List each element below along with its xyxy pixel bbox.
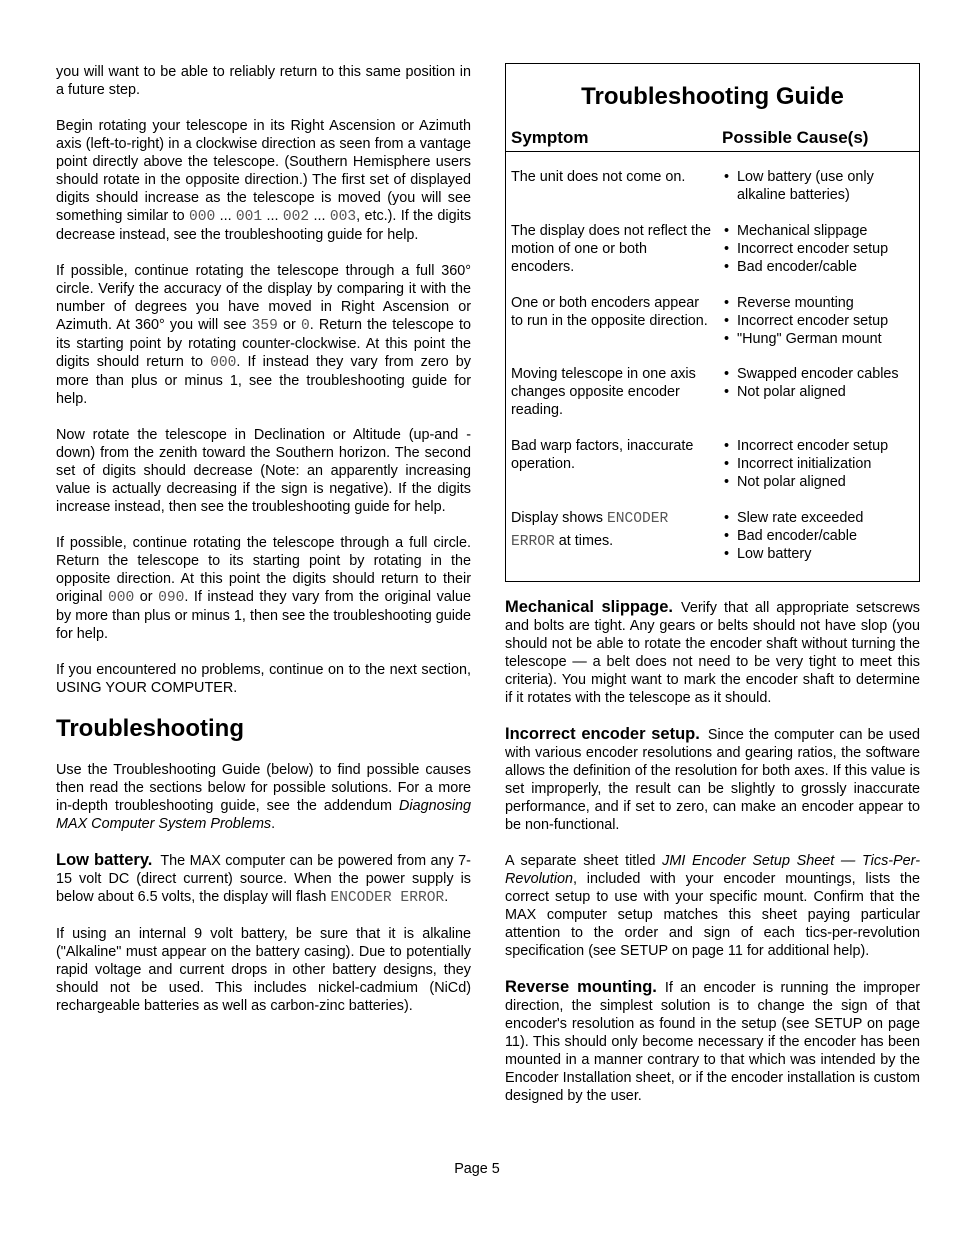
section-heading-troubleshooting: Troubleshooting xyxy=(56,715,244,742)
right-column xyxy=(505,598,920,1123)
display-digits: 359 xyxy=(251,318,278,334)
display-digits: 002 xyxy=(282,209,310,225)
paragraph-rotate-ra xyxy=(56,117,471,244)
cause-item: • Swapped encoder cables xyxy=(722,365,917,383)
cause-item: • Low battery (use only alkaline batteries) xyxy=(722,168,917,204)
symptom-cell: The unit does not come on. xyxy=(511,169,686,185)
troubleshooting-guide-table xyxy=(505,63,920,582)
paragraph-reverse-mounting xyxy=(505,978,920,1105)
display-digits: 001 xyxy=(235,209,263,225)
display-digits: 003 xyxy=(329,209,357,225)
symptom-cell: The display does not reflect the motion of one or both encoders. xyxy=(511,223,711,275)
runin-heading: Reverse mounting. xyxy=(505,978,657,996)
paragraph-return-position: you will want to be able to reliably return to this same position in a future step. xyxy=(56,64,471,98)
display-digits: 090 xyxy=(158,590,185,606)
display-digits: 0 xyxy=(300,318,310,334)
text: , etc.). If the digits decrease instead, see the troubleshooting guide for help. xyxy=(56,208,472,243)
symptom-cell: Moving telescope in one axis changes opposite encoder reading. xyxy=(511,366,696,418)
cause-item: • Bad encoder/cable xyxy=(722,258,917,276)
paragraph-full-circle-dec xyxy=(56,534,471,643)
text: . xyxy=(271,816,276,832)
display-digits: 000 xyxy=(210,355,237,371)
causes-list xyxy=(722,437,917,491)
cause-item: • Reverse mounting xyxy=(722,294,917,312)
guide-title: Troubleshooting Guide xyxy=(581,83,844,110)
runin-heading: Low battery. xyxy=(56,851,153,869)
causes-list xyxy=(722,509,917,563)
text: . If instead they vary from the original value by more than plus or minus 1, then see the troubleshooting guide for help. xyxy=(56,589,472,642)
paragraph-mechanical-slippage xyxy=(505,598,920,707)
cause-item: • Incorrect initialization xyxy=(722,455,917,473)
text: Use the Troubleshooting Guide (below) to find possible causes then read the sections below for possible solutions. For a more in-depth troubleshooting guide, see the addendum xyxy=(56,762,471,814)
text: The MAX computer can be powered from any 7-15 volt DC (direct current) source. When the power supply is below about 6.5 volts, the display will flash xyxy=(56,853,471,905)
text: Begin rotating your telescope in its Right Ascension or Azimuth axis (left-to-right) in a clockwise direction as seen from a vantage point directly above the telescope. (Southern Hemisphere users should rotate in the opposite direction.) The first set of displayed digits should increase as the telescope is moved (you will see something similar to xyxy=(56,118,471,224)
text: . If instead they vary from zero by more than plus or minus 1, see the troubleshooting guide for help. xyxy=(56,354,471,407)
causes-list xyxy=(722,294,917,348)
text: . xyxy=(444,889,449,905)
text: Verify that all appropriate setscrews and bolts are tight. Any gears or belts should not have slop (you should not be able to rotate the encoder shaft without turning the telescope — a belt does not need to be very tight to meet this criteria). You might want to mark the encoder shaft to determine if it rotates with the telescope as it should. xyxy=(505,600,920,706)
symptom-cell: One or both encoders appear to run in the opposite direction. xyxy=(511,295,708,329)
display-digits: 000 xyxy=(188,209,216,225)
cause-item: • Slew rate exceeded xyxy=(722,509,917,527)
text: or xyxy=(134,589,159,605)
paragraph-continue: If you encountered no problems, continue on to the next section, USING YOUR COMPUTER. xyxy=(56,662,471,696)
causes-list xyxy=(722,365,917,401)
paragraph-full-circle-ra xyxy=(56,262,471,408)
cause-item: • Mechanical slippage xyxy=(722,222,917,240)
paragraph-low-battery xyxy=(56,851,471,907)
text: or xyxy=(277,317,301,333)
display-message: ENCODER ERROR xyxy=(330,890,445,906)
column-header-cause: Possible Cause(s) xyxy=(722,128,869,147)
text: ... xyxy=(215,208,236,224)
guide-header-row xyxy=(506,127,919,152)
cause-item: • Low battery xyxy=(722,545,917,563)
paragraph-encoder-setup xyxy=(505,725,920,834)
text: Display shows xyxy=(511,510,607,526)
addendum-title: Diagnosing MAX Computer System Problems xyxy=(56,798,471,832)
paragraph-rotate-dec: Now rotate the telescope in Declination or Altitude (up-and - down) from the zenith toward the Southern horizon. The second set of digits should decrease (Note: an apparently increasing value is actually decreasing if the sign is negative). If the digits increase instead, then see the troubleshooting guide for help. xyxy=(56,427,471,515)
cause-item: • Not polar aligned xyxy=(722,383,917,401)
cause-item: • "Hung" German mount xyxy=(722,330,917,348)
symptom-cell xyxy=(511,507,701,553)
sheet-title: JMI Encoder Setup Sheet — Tics-Per-Revolution xyxy=(505,853,920,887)
page-number: Page 5 xyxy=(454,1161,500,1177)
runin-heading: Mechanical slippage. xyxy=(505,598,674,616)
text: If possible, continue rotating the telescope through a full 360° circle. Verify the accuracy of the display by comparing it with the number of degrees you have moved in Right Ascension or Azimuth. At 360° you will see xyxy=(56,263,471,333)
cause-item: • Incorrect encoder setup xyxy=(722,437,917,455)
paragraph-setup-sheet xyxy=(505,852,920,960)
text: If possible, continue rotating the telescope through a full circle. Return the telescope to its starting point by rotating in the opposite direction. At this point the digits should return to their original xyxy=(56,535,471,605)
causes-list xyxy=(722,222,917,276)
runin-heading: Incorrect encoder setup. xyxy=(505,725,700,743)
text: ... xyxy=(262,208,283,224)
text: ... xyxy=(309,208,330,224)
left-column xyxy=(56,63,471,1033)
text: If an encoder is running the improper direction, the simplest solution is to change the sign of that encoder's resolution as found in the setup (see SETUP on page 11). This should only become necessary if the encoder has been mounted in a manner contrary to that which was intended by the Encoder Installation sheet, or if the encoder installation is custom designed by the user. xyxy=(505,980,920,1104)
cause-item: • Not polar aligned xyxy=(722,473,917,491)
text: A separate sheet titled xyxy=(505,853,663,869)
cause-item: • Incorrect encoder setup xyxy=(722,312,917,330)
display-digits: 000 xyxy=(107,590,135,606)
text: , included with your encoder mountings, lists the correct setup to use with your specific mount. Confirm that the MAX computer setup matches this sheet paying particular attention to the order and sign of each tics-per-revolution specification (see SETUP on page 11 for additional help). xyxy=(505,871,920,959)
cause-item: • Bad encoder/cable xyxy=(722,527,917,545)
paragraph-alkaline: If using an internal 9 volt battery, be sure that it is alkaline ("Alkaline" must appear on the battery casing). Due to potentially rapid voltage and current drops in other battery designs, they should not be used. This includes nickel-cadmium (NiCd) rechargeable batteries as well as carbon-zinc batteries). xyxy=(56,926,471,1014)
text: at times. xyxy=(554,533,614,549)
cause-item: • Incorrect encoder setup xyxy=(722,240,917,258)
symptom-cell: Bad warp factors, inaccurate operation. xyxy=(511,438,694,472)
column-header-symptom: Symptom xyxy=(511,128,589,147)
text: Since the computer can be used with various encoder resolutions and gearing ratios, the software allows the definition of the resolution for both axes. If this value is set improperly, the result can be slightly to grossly inaccurate performance, and if set to zero, can make an encoder appear to be non-functional. xyxy=(505,727,920,833)
text: . Return the telescope to its starting point by rotating counter-clockwise. At this point the digits should return to xyxy=(56,317,471,370)
display-message: ENCODER ERROR xyxy=(511,511,669,550)
causes-list xyxy=(722,168,917,204)
paragraph-use-guide xyxy=(56,761,471,833)
